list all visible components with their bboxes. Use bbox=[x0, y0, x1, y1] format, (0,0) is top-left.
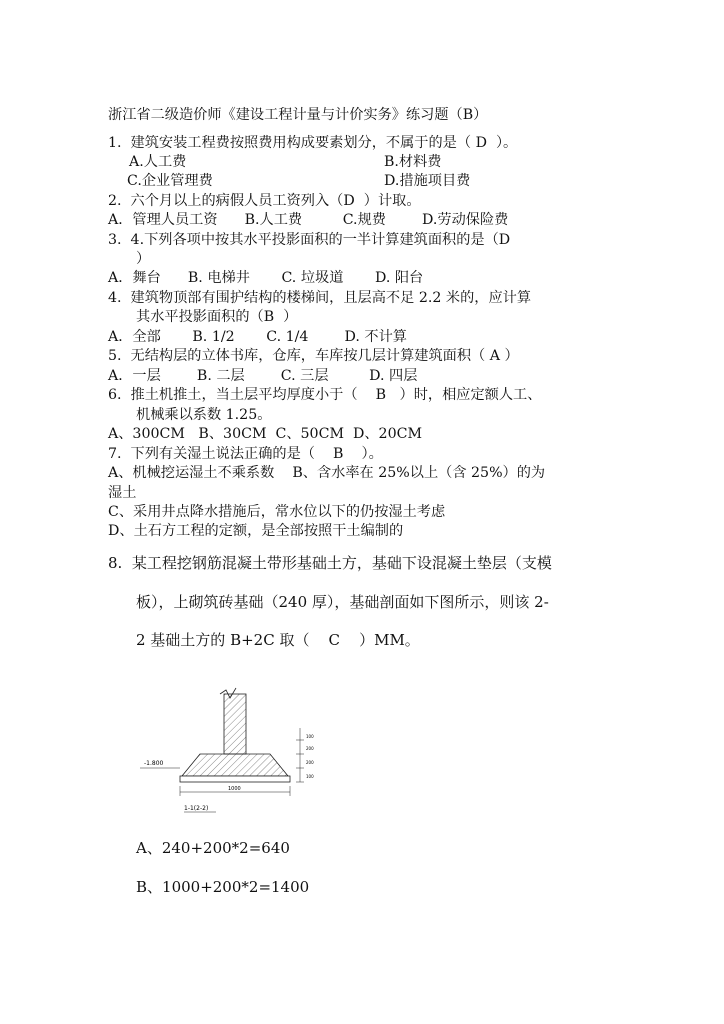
q6-stem: 6. 推土机推土，当土层平均厚度小于（ B ）时，相应定额人工、 bbox=[108, 387, 542, 403]
q8-stem-cont1: 板），上砌筑砖基础（240 厚），基础剖面如下图所示，则该 2- bbox=[136, 593, 549, 611]
q1-option-c: C.企业管理费 bbox=[127, 173, 213, 189]
q2-stem: 2. 六个月以上的病假人员工资列入（D ）计取。 bbox=[108, 193, 421, 209]
level-label: -1.800 bbox=[144, 760, 164, 767]
q6-options: A、300CM B、30CM C、50CM D、20CM bbox=[108, 426, 422, 442]
q7-option-c: C、采用井点降水措施后，常水位以下的仍按湿土考虑 bbox=[108, 504, 446, 520]
dim-label: 100 bbox=[306, 774, 314, 779]
dim-label: 200 bbox=[306, 746, 314, 751]
q4-stem: 4. 建筑物顶部有围护结构的楼梯间，且层高不足 2.2 米的，应计算 bbox=[108, 290, 532, 306]
width-label: 1000 bbox=[228, 786, 241, 792]
q4-stem-cont: 其水平投影面积的（B ） bbox=[136, 309, 298, 325]
q8-stem: 8. 某工程挖钢筋混凝土带形基础土方，基础下设混凝土垫层（支模 bbox=[108, 554, 552, 572]
q6-stem-cont: 机械乘以系数 1.25。 bbox=[136, 407, 272, 423]
q3-stem: 3. 4.下列各项中按其水平投影面积的一半计算建筑面积的是（D bbox=[108, 232, 511, 248]
q7-option-ab: A、机械挖运湿土不乘系数 B、含水率在 25%以上（含 25%）的为 bbox=[108, 465, 546, 481]
q7-option-b-cont: 湿土 bbox=[108, 485, 137, 501]
cushion-layer bbox=[180, 776, 290, 782]
q4-options: A．全部 B. 1/2 C. 1/4 D. 不计算 bbox=[108, 329, 407, 345]
section-label: 1-1(2-2) bbox=[184, 805, 209, 812]
foundation-section-figure bbox=[140, 680, 340, 830]
q1-option-b: B.材料费 bbox=[384, 154, 442, 170]
q7-stem: 7. 下列有关湿土说法正确的是（ B ）。 bbox=[108, 446, 383, 462]
q3-options: A．舞台 B. 电梯井 C. 垃圾道 D. 阳台 bbox=[108, 270, 424, 286]
brick-wall-stem bbox=[224, 694, 246, 754]
q8-option-b: B、1000+200*2=1400 bbox=[136, 878, 310, 896]
q2-options: A．管理人员工资 B.人工费 C.规费 D.劳动保险费 bbox=[108, 212, 509, 228]
q5-options: A．一层 B. 二层 C. 三层 D. 四层 bbox=[108, 368, 418, 384]
q1-stem: 1. 建筑安装工程费按照费用构成要素划分，不属于的是（ D ）。 bbox=[108, 135, 518, 151]
q5-stem: 5. 无结构层的立体书库，仓库，车库按几层计算建筑面积（ A ） bbox=[108, 348, 519, 364]
q1-option-a: A.人工费 bbox=[129, 154, 187, 170]
doc-title: 浙江省二级造价师《建设工程计量与计价实务》练习题（B） bbox=[108, 107, 488, 123]
q1-option-d: D.措施项目费 bbox=[384, 173, 471, 189]
q3-stem-cont: ） bbox=[136, 251, 151, 267]
q7-option-d: D、土石方工程的定额，是全部按照干土编制的 bbox=[108, 523, 404, 539]
dim-label: 200 bbox=[306, 760, 314, 765]
q8-stem-cont2: 2 基础土方的 B+2C 取（ C ）MM。 bbox=[136, 631, 420, 649]
q8-option-a: A、240+200*2=640 bbox=[136, 839, 290, 857]
dim-label: 100 bbox=[306, 734, 314, 739]
footing bbox=[182, 754, 288, 776]
